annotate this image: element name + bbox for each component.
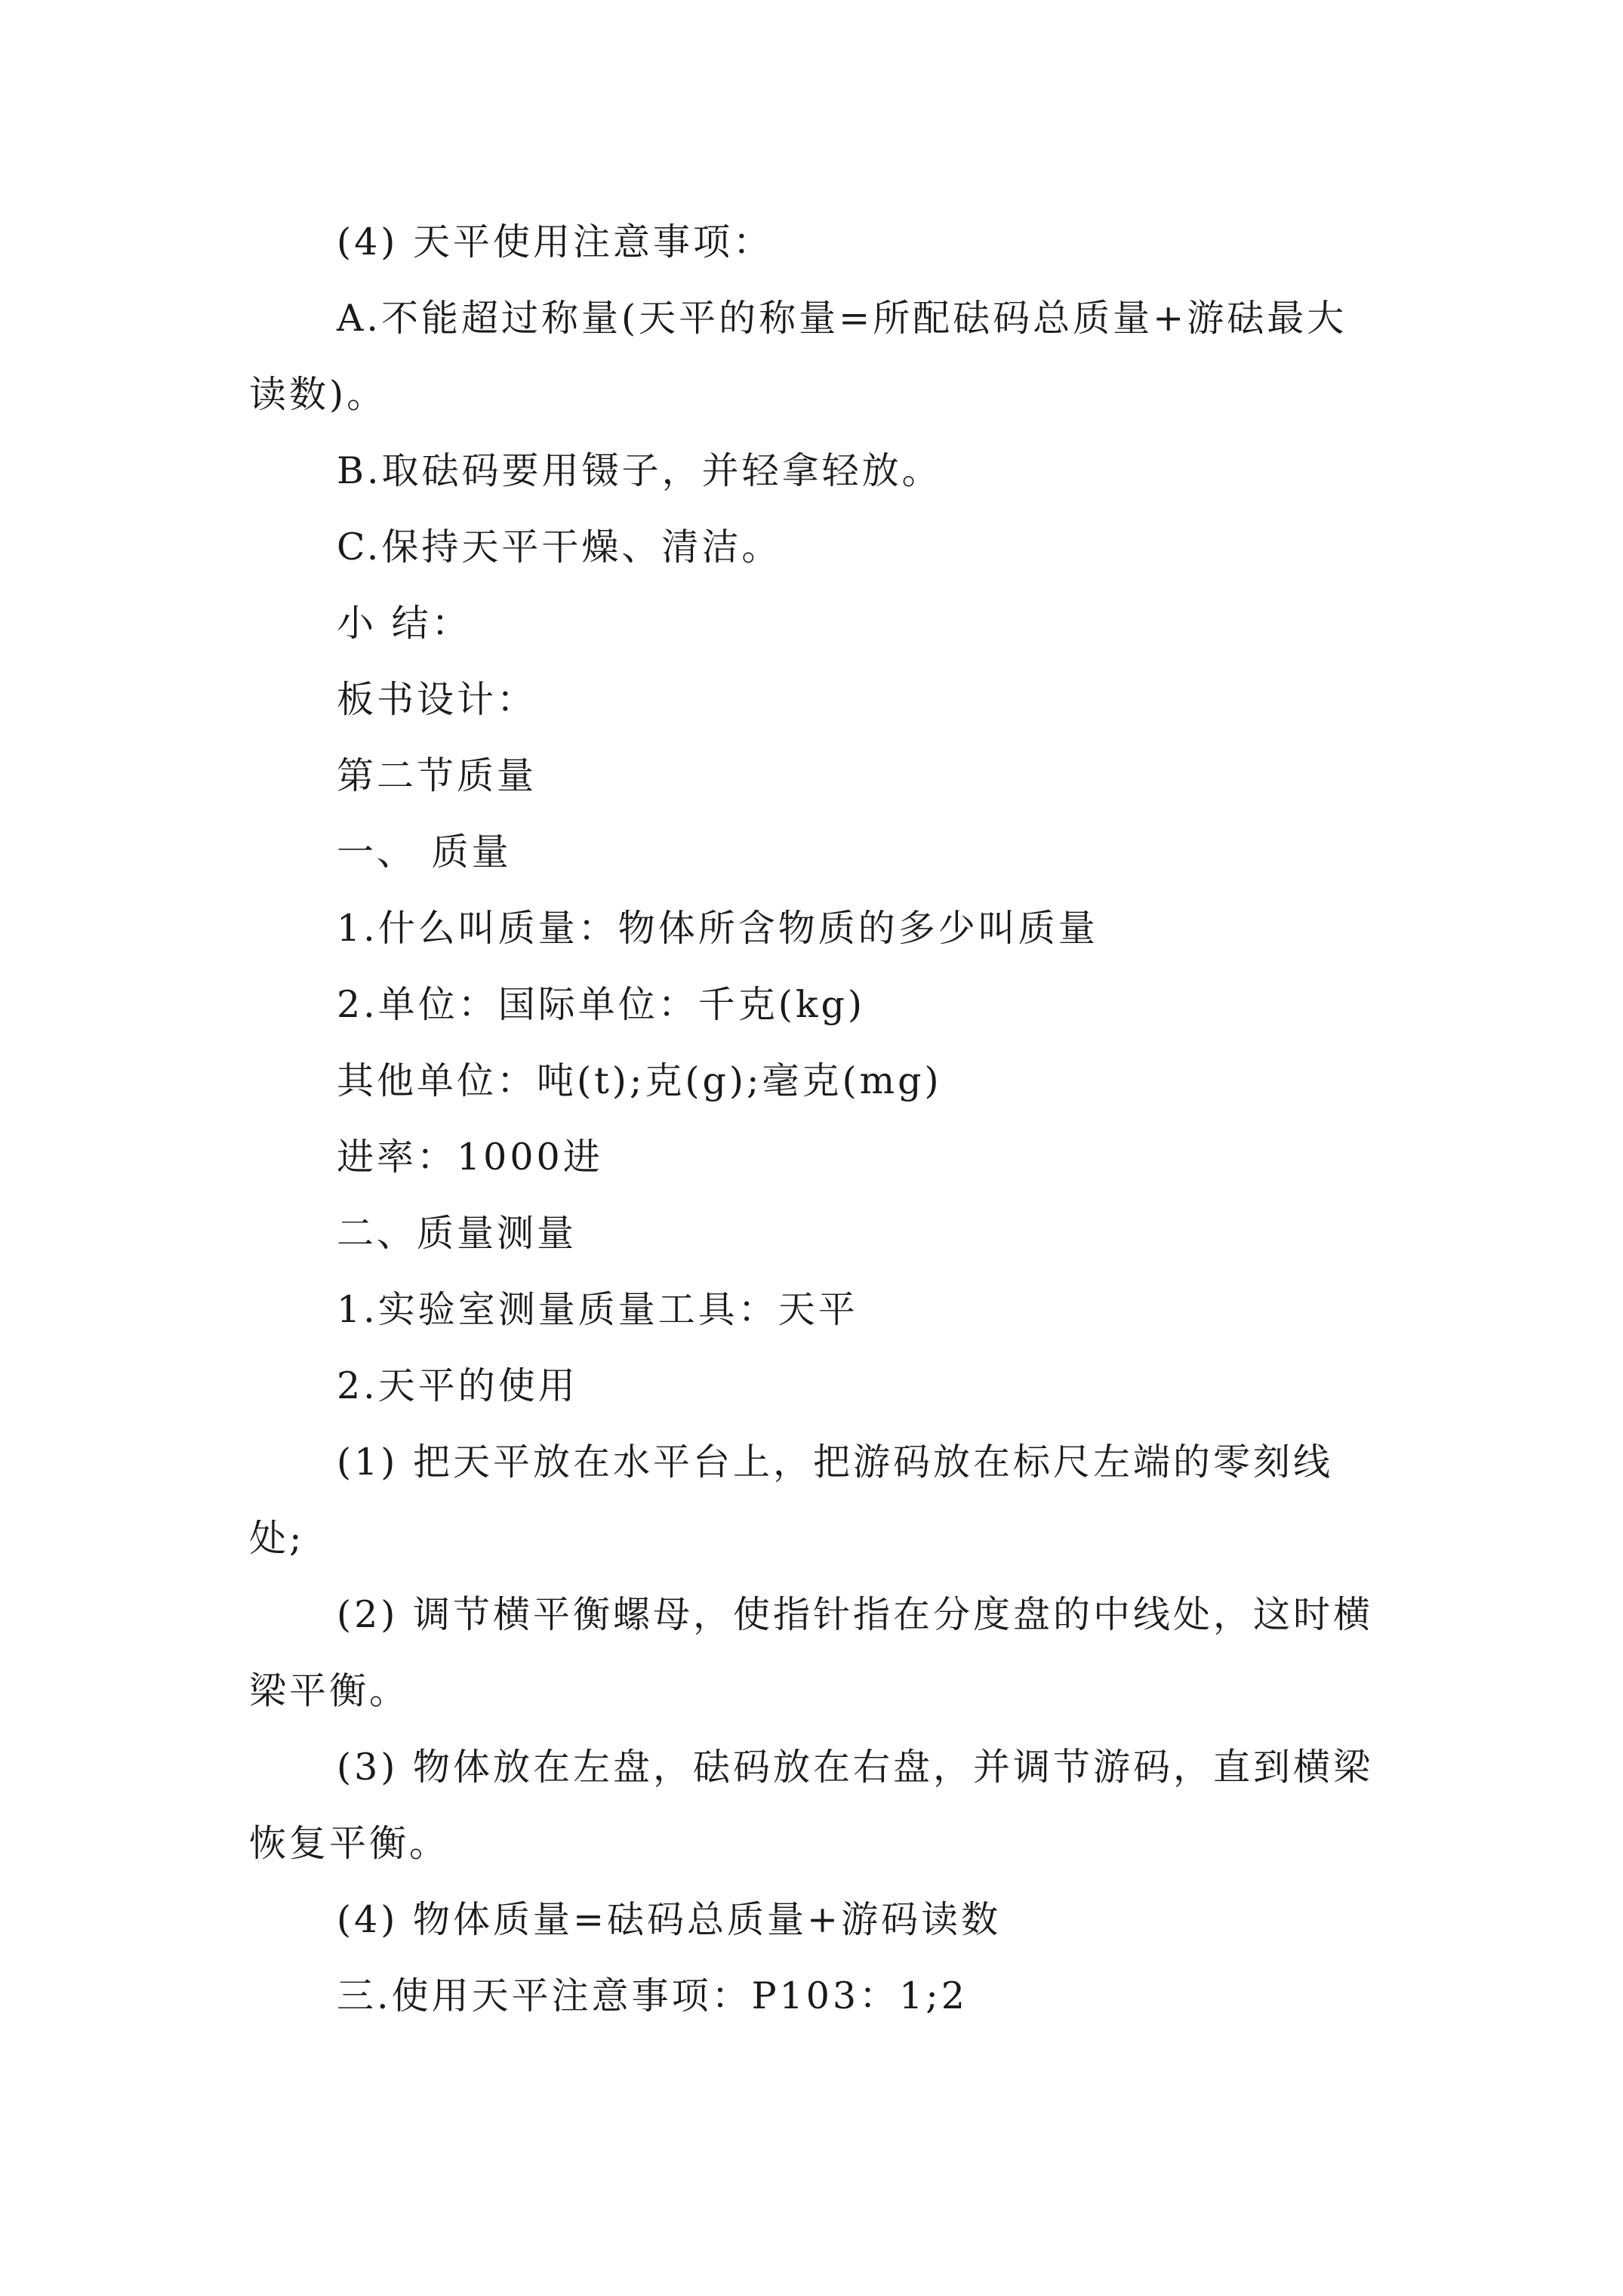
- paragraph-definition: 1.什么叫质量：物体所含物质的多少叫质量: [337, 907, 1098, 950]
- paragraph-summary: 小 结：: [337, 602, 472, 645]
- paragraph-conversion-rate: 进率：1000进: [337, 1136, 603, 1179]
- document-body: [249, 204, 1381, 2034]
- paragraph-other-units: 其他单位：吨(t);克(g);毫克(mg): [337, 1059, 942, 1102]
- paragraph-note-a: A.不能超过称量(天平的称量=所配砝码总质量+游砝最大读数)。: [249, 297, 1347, 416]
- paragraph-unit: 2.单位：国际单位：千克(kg): [337, 983, 866, 1026]
- paragraph-note-c: C.保持天平干燥、清洁。: [337, 525, 782, 569]
- paragraph-lab-tool: 1.实验室测量质量工具：天平: [337, 1288, 858, 1331]
- paragraph-balance-notes-heading: (4) 天平使用注意事项：: [337, 220, 773, 264]
- paragraph-part-three: 三.使用天平注意事项：P103：1;2: [337, 1974, 968, 2017]
- paragraph-note-b: B.取砝码要用镊子，并轻拿轻放。: [337, 449, 942, 492]
- paragraph-step-3: (3) 物体放在左盘，砝码放在右盘，并调节游码，直到横梁恢复平衡。: [249, 1746, 1373, 1865]
- paragraph-part-two: 二、质量测量: [337, 1212, 577, 1255]
- paragraph-board-design: 板书设计：: [337, 678, 537, 721]
- paragraph-step-4: (4) 物体质量=砝码总质量+游码读数: [337, 1898, 1002, 1941]
- paragraph-step-2: (2) 调节横平衡螺母，使指针指在分度盘的中线处，这时横梁平衡。: [249, 1593, 1373, 1712]
- paragraph-balance-usage: 2.天平的使用: [337, 1364, 578, 1407]
- paragraph-step-1: (1) 把天平放在水平台上，把游码放在标尺左端的零刻线处;: [249, 1441, 1333, 1560]
- paragraph-part-one: 一、 质量: [337, 831, 512, 874]
- paragraph-section-title: 第二节质量: [337, 754, 537, 797]
